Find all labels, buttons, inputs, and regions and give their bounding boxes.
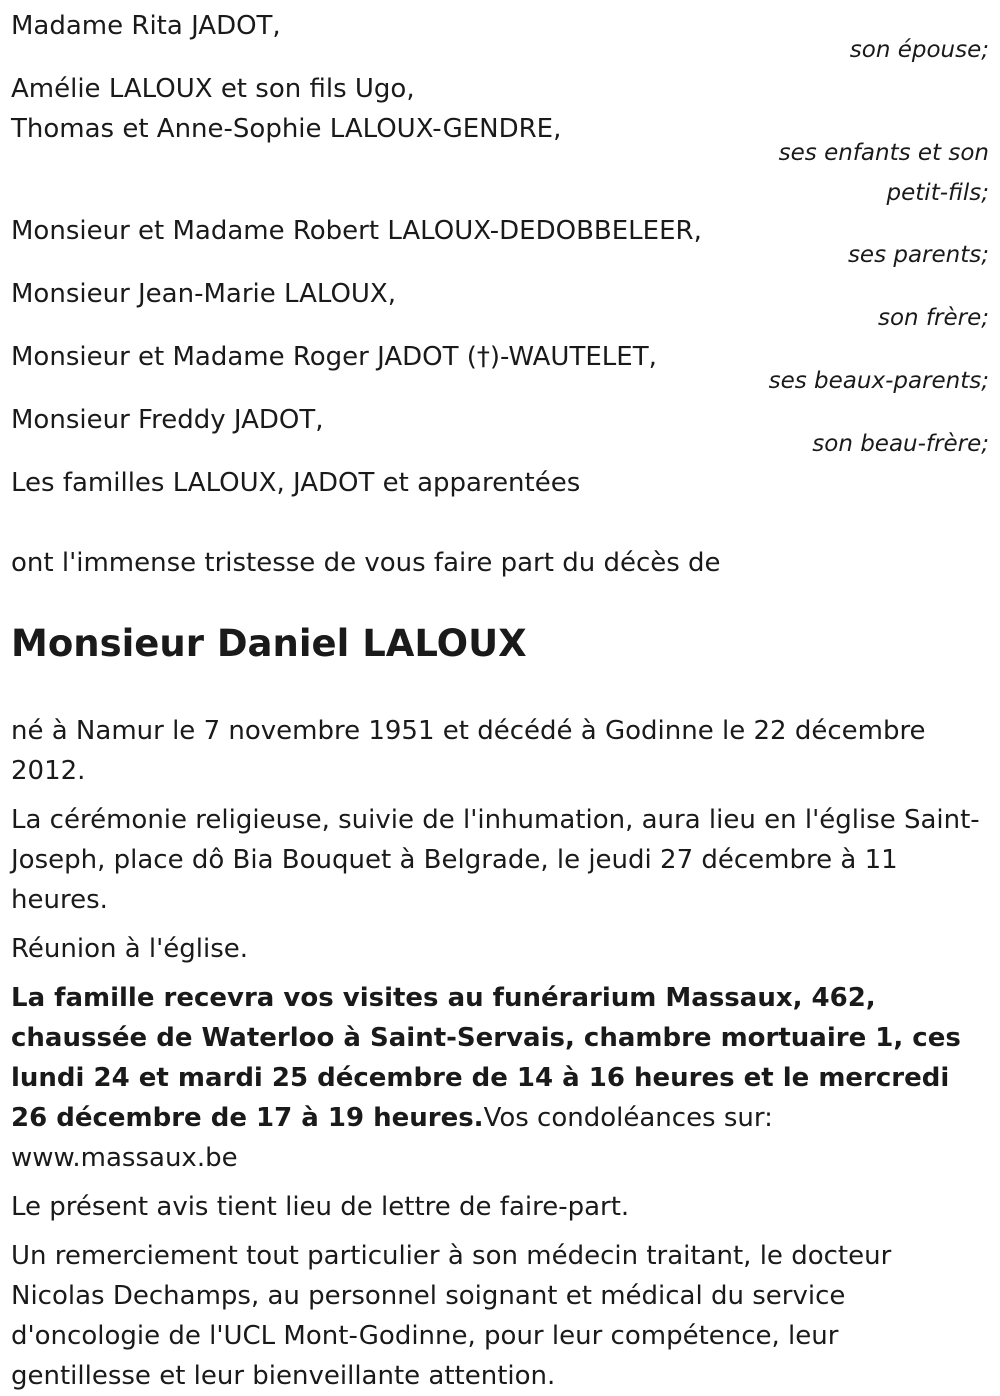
birth-death-line: né à Namur le 7 novembre 1951 et décédé à Godinne le 22 décembre 2012. <box>11 716 926 786</box>
family-name: Les familles LALOUX, JADOT et apparentées <box>11 468 581 498</box>
deceased-name: Monsieur Daniel LALOUX <box>11 622 527 665</box>
family-name: Madame Rita JADOT, <box>11 11 281 41</box>
family-role: ses beaux-parents; <box>768 368 989 394</box>
condolences-text: Vos condoléances sur: www.massaux.be <box>11 1103 773 1173</box>
family-entry-spouse <box>11 6 989 70</box>
family-role: ses parents; <box>847 242 989 268</box>
family-role: ses enfants et son <box>778 140 989 166</box>
visits-bold-text: La famille recevra vos visites au funérarium Massaux, 462, chaussée de Waterloo à Saint-Servais, chambre mortuaire 1, ces lundi 24 et mardi 25 décembre de 14 à 16 heures et le mercredi 26 décembre de 17 à 19 heures. <box>11 983 961 1133</box>
family-entry-extended <box>11 463 989 503</box>
details-section <box>11 711 986 1396</box>
family-role: son épouse; <box>849 37 989 63</box>
family-entry-brother-in-law <box>11 400 989 464</box>
visits-info <box>11 978 986 1178</box>
family-entry-parents <box>11 211 989 275</box>
family-name: Monsieur et Madame Robert LALOUX-DEDOBBELEER, <box>11 216 702 246</box>
family-name: Monsieur et Madame Roger JADOT (†)-WAUTELET, <box>11 342 657 372</box>
family-name: Amélie LALOUX et son fils Ugo, <box>11 74 415 104</box>
family-role: petit-fils; <box>886 180 989 206</box>
family-entry-brother <box>11 274 989 338</box>
reunion-info: Réunion à l'église. <box>11 934 249 964</box>
family-entry-children <box>11 69 989 213</box>
family-name: Monsieur Jean-Marie LALOUX, <box>11 279 397 309</box>
family-role: son beau-frère; <box>812 431 989 457</box>
family-name: Monsieur Freddy JADOT, <box>11 405 324 435</box>
family-entry-in-laws <box>11 337 989 401</box>
notice-text: Le présent avis tient lieu de lettre de faire-part. <box>11 1192 630 1222</box>
announcement-intro: ont l'immense tristesse de vous faire part du décès de <box>11 548 721 578</box>
family-role: son frère; <box>877 305 989 331</box>
thanks-text: Un remerciement tout particulier à son médecin traitant, le docteur Nicolas Dechamps, au personnel soignant et médical du service d'oncologie de l'UCL Mont-Godinne, pour leur compétence, leur gentillesse et leur bienveillante attention. <box>11 1241 892 1391</box>
ceremony-info: La cérémonie religieuse, suivie de l'inhumation, aura lieu en l'église Saint-Joseph, place dô Bia Bouquet à Belgrade, le jeudi 27 décembre à 11 heures. <box>11 805 980 915</box>
family-name: Thomas et Anne-Sophie LALOUX-GENDRE, <box>11 114 562 144</box>
